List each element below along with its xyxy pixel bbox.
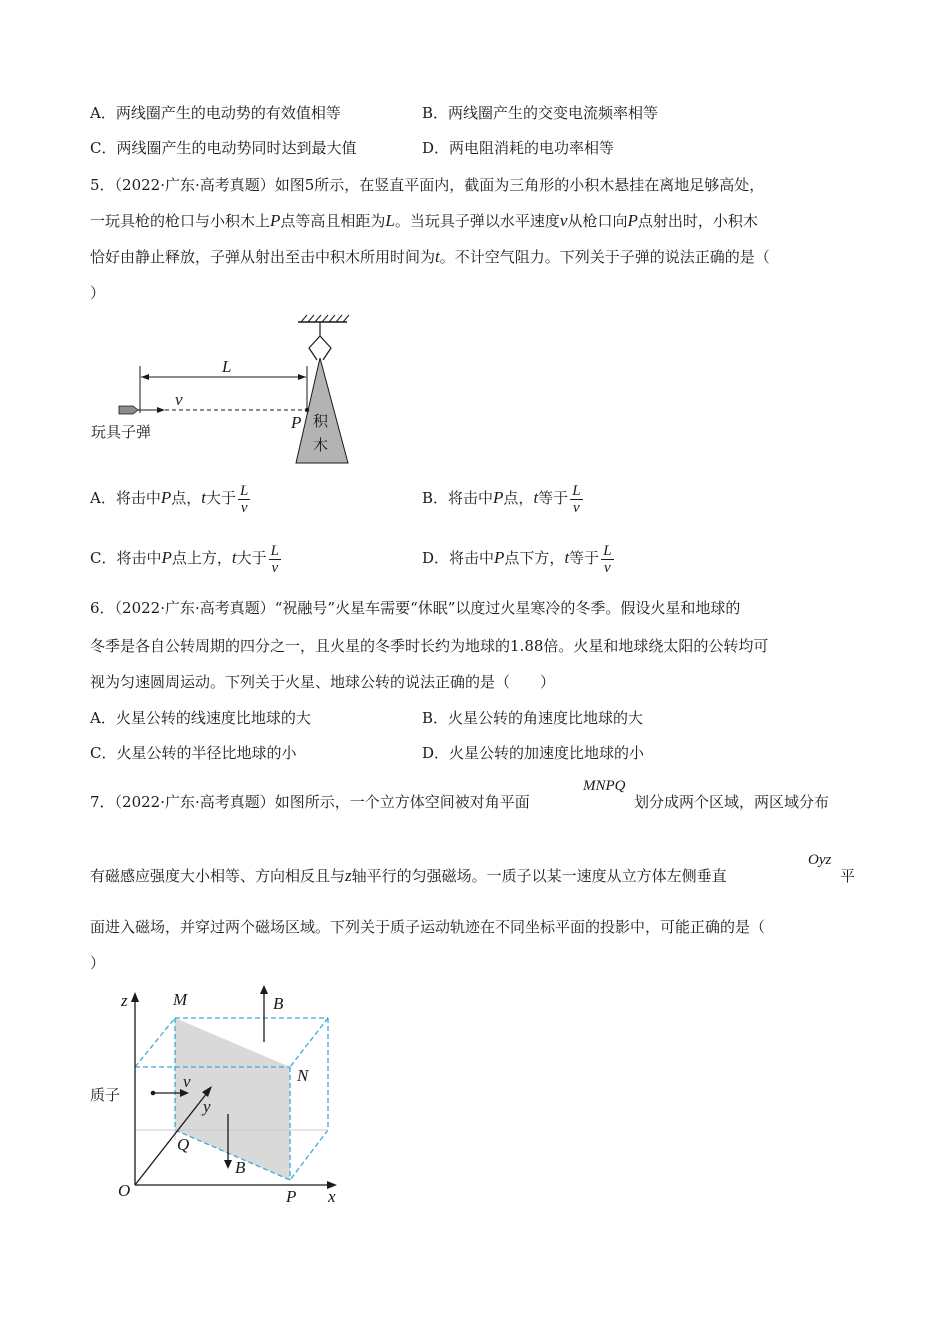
label-v: v <box>183 1072 191 1091</box>
q5-stem-line2: 一玩具枪的枪口与小积木上P点等高且相距为L。当玩具子弹以水平速度v从枪口向P点射出时，小积木 <box>90 211 758 230</box>
q5-figure <box>85 308 365 468</box>
q4-option-a: A．两线圈产生的电动势的有效值相等 <box>90 104 341 122</box>
block-label-bottom: 木 <box>313 436 329 454</box>
label-P: P <box>291 413 302 432</box>
axis-label-y: y <box>203 1097 211 1116</box>
vertex-label-M: M <box>173 990 188 1009</box>
label-L: L <box>222 357 232 376</box>
q5-option-c: C．将击中P点上方，t大于 $\frac{L}{v}$ <box>90 542 279 576</box>
q5-option-b: B．将击中P点，t等于 $\frac{L}{v}$ <box>422 482 581 516</box>
q4-option-b: B．两线圈产生的交变电流频率相等 <box>422 104 659 122</box>
q4-option-c: C．两线圈产生的电动势同时达到最大值 <box>90 139 357 157</box>
q6-option-b: B．火星公转的角速度比地球的大 <box>422 709 644 727</box>
vertex-label-Q: Q <box>177 1135 190 1154</box>
q7-oyz-label: Oyz <box>808 852 832 868</box>
q5-option-d: D．将击中P点下方，t等于 $\frac{L}{v}$ <box>422 542 612 576</box>
q7-stem-line2-c: 平 <box>840 867 856 885</box>
diagonal-plane <box>175 1018 290 1180</box>
q5-stem-line3: 恰好由静止释放，子弹从射出至击中积木所用时间为t。不计空气阻力。下列关于子弹的说法正确的是（ <box>90 247 770 266</box>
vertex-label-N: N <box>297 1066 309 1085</box>
q6-option-a: A．火星公转的线速度比地球的大 <box>90 709 311 727</box>
q6-option-d: D．火星公转的加速度比地球的小 <box>422 744 645 762</box>
axis-label-z: z <box>121 991 128 1010</box>
q7-stem-line1-b: 划分成两个区域，两区域分布 <box>634 793 830 811</box>
vertex-label-P: P <box>286 1187 297 1206</box>
q5-stem-line4: ） <box>90 284 106 302</box>
q5-option-a: A．将击中P点，t大于 $\frac{L}{v}$ <box>90 482 249 516</box>
q5-stem-line1: 5．（2022·广东·高考真题）如图5所示，在竖直平面内，截面为三角形的小积木悬挂在离地足够高处， <box>90 176 765 194</box>
origin-label-O: O <box>118 1181 131 1200</box>
label-bullet: 玩具子弹 <box>91 423 152 441</box>
label-B-down: B <box>235 1158 246 1177</box>
q7-stem-line4: ） <box>90 954 106 972</box>
axis-label-x: x <box>328 1187 336 1206</box>
q7-stem-line2: 有磁感应强度大小相等、方向相反且与z轴平行的匀强磁场。一质子以某一速度从立方体左侧垂直 <box>90 866 727 885</box>
q4-option-d: D．两电阻消耗的电功率相等 <box>422 139 615 157</box>
label-proton: 质子 <box>90 1086 121 1104</box>
q7-stem-line3: 面进入磁场，并穿过两个磁场区域。下列关于质子运动轨迹在不同坐标平面的投影中，可能正确的是（ <box>90 918 766 936</box>
q7-stem-line1-a: 7．（2022·广东·高考真题）如图所示，一个立方体空间被对角平面 <box>90 793 530 811</box>
q7-plane-label: MNPQ <box>583 778 626 794</box>
label-v: v <box>175 390 183 409</box>
block-label-top: 积 <box>313 412 329 430</box>
bullet <box>119 406 138 414</box>
q7-figure <box>85 980 355 1210</box>
label-B-up: B <box>273 994 284 1013</box>
q6-stem-line2: 冬季是各自公转周期的四分之一，且火星的冬季时长约为地球的1.88倍。火星和地球绕太阳的公转均可 <box>90 637 769 655</box>
q6-stem-line3: 视为匀速圆周运动。下列关于火星、地球公转的说法正确的是（ ） <box>90 673 556 691</box>
q6-option-c: C．火星公转的半径比地球的小 <box>90 744 297 762</box>
q6-stem-line1: 6．（2022·广东·高考真题）“祝融号”火星车需要“休眠”以度过火星寒冷的冬季。假设火星和地球的 <box>90 599 741 617</box>
